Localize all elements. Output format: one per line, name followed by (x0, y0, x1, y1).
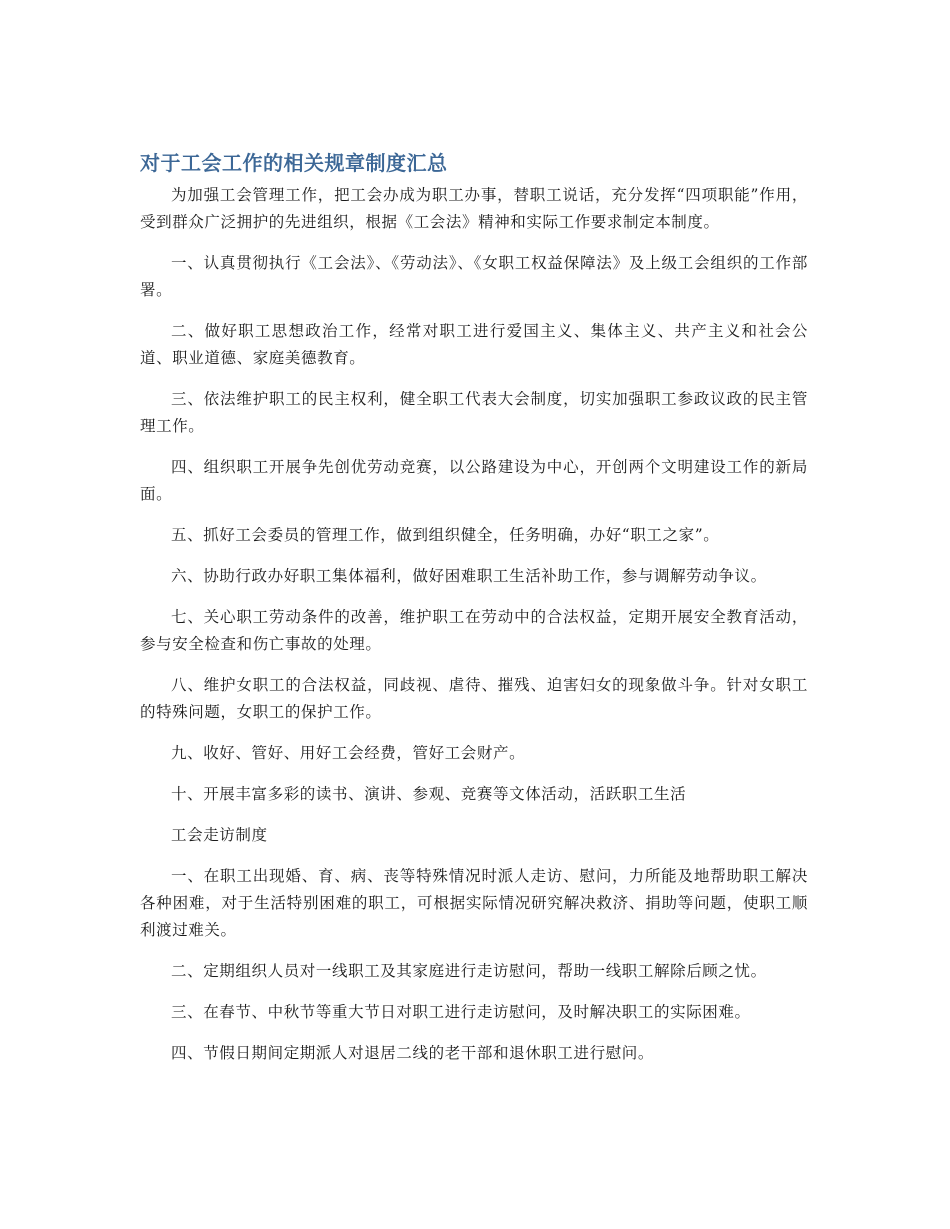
paragraph-item-5: 五、抓好工会委员的管理工作，做到组织健全，任务明确，办好“职工之家”。 (171, 526, 720, 544)
paragraph-visit-3: 三、在春节、中秋节等重大节日对职工进行走访慰问，及时解决职工的实际困难。 (171, 1003, 751, 1021)
paragraph-item-4: 四、组织职工开展争先创优劳动竞赛，以公路建设为中心，开创两个文明建设工作的新局面。 (140, 458, 808, 503)
paragraph-item-6: 六、协助行政办好职工集体福利，做好困难职工生活补助工作，参与调解劳动争议。 (171, 567, 767, 585)
paragraph-item-10: 十、开展丰富多彩的读书、演讲、参观、竞赛等文体活动，活跃职工生活 (171, 785, 687, 803)
document-title: 对于工会工作的相关规章制度汇总 (140, 151, 448, 175)
section-heading-visit-system: 工会走访制度 (171, 826, 268, 844)
paragraph-item-2: 二、做好职工思想政治工作，经常对职工进行爱国主义、集体主义、共产主义和社会公道、职业道德、家庭美德教育。 (140, 322, 808, 367)
paragraph-item-8: 八、维护女职工的合法权益，同歧视、虐待、摧残、迫害妇女的现象做斗争。针对女职工的特殊问题，女职工的保护工作。 (140, 676, 808, 721)
paragraph-visit-1: 一、在职工出现婚、育、病、丧等特殊情况时派人走访、慰问，力所能及地帮助职工解决各种困难，对于生活特别困难的职工，可根据实际情况研究解决救济、捐助等问题，使职工顺利渡过难关。 (140, 867, 808, 939)
paragraph-item-9: 九、收好、管好、用好工会经费，管好工会财产。 (171, 744, 526, 762)
paragraph-item-1: 一、认真贯彻执行《工会法》、《劳动法》、《女职工权益保障法》及上级工会组织的工作部署。 (140, 254, 808, 299)
paragraph-intro: 为加强工会管理工作，把工会办成为职工办事，替职工说话，充分发挥“四项职能”作用，受到群众广泛拥护的先进组织，根据《工会法》精神和实际工作要求制定本制度。 (140, 186, 808, 231)
paragraph-item-3: 三、依法维护职工的民主权利，健全职工代表大会制度，切实加强职工参政议政的民主管理工作。 (140, 390, 808, 435)
paragraph-visit-2: 二、定期组织人员对一线职工及其家庭进行走访慰问，帮助一线职工解除后顾之忧。 (171, 962, 767, 980)
paragraph-visit-4: 四、节假日期间定期派人对退居二线的老干部和退休职工进行慰问。 (171, 1044, 655, 1062)
paragraph-item-7: 七、关心职工劳动条件的改善，维护职工在劳动中的合法权益，定期开展安全教育活动，参与安全检查和伤亡事故的处理。 (140, 608, 808, 653)
document-page (140, 148, 808, 1081)
